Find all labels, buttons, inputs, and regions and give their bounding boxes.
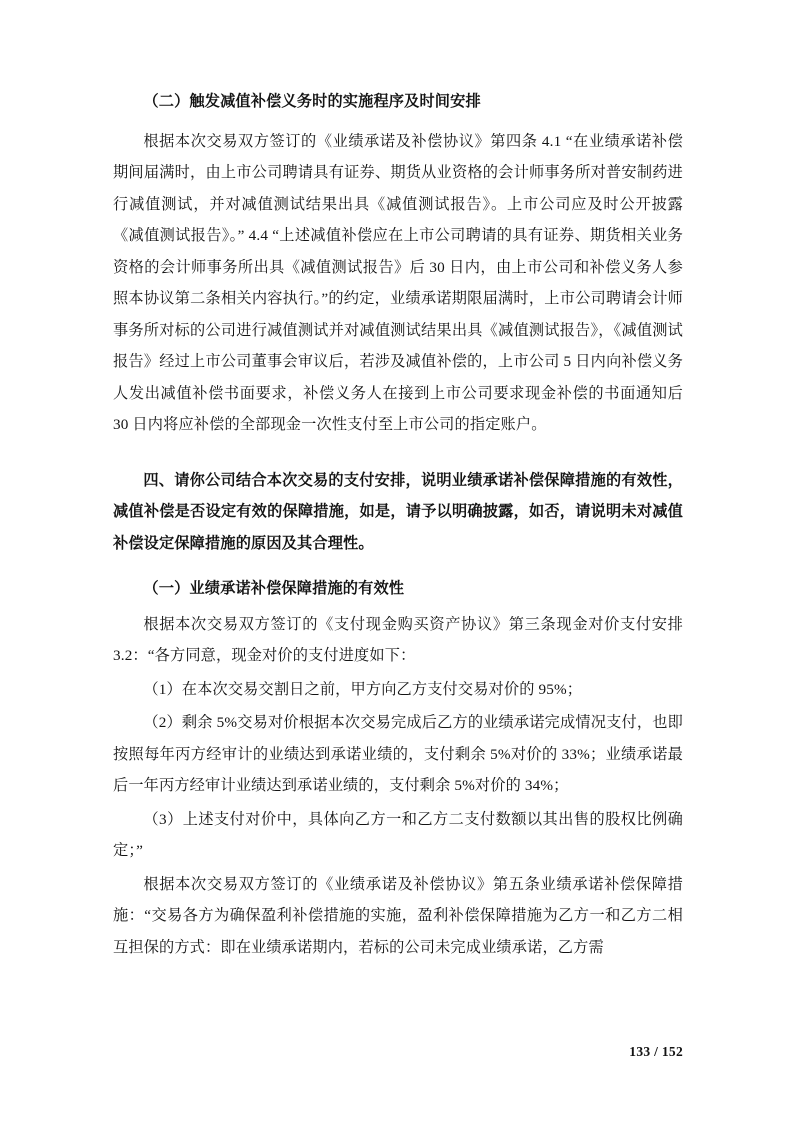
section-heading-2: （二）触发减值补偿义务时的实施程序及时间安排 bbox=[143, 93, 481, 110]
sub-heading-1: （一）业绩承诺补偿保障措施的有效性 bbox=[143, 580, 405, 597]
paragraph-payment-arrangement: 根据本次交易双方签订的《支付现金购买资产协议》第三条现金对价支付安排 3.2：“各方同意，现金对价的支付进度如下： bbox=[113, 615, 683, 664]
paragraph-basis-agreement: 根据本次交易双方签订的《业绩承诺及补偿协议》第四条 4.1 “在业绩承诺补偿期间届满时，由上市公司聘请具有证券、期货从业资格的会计师事务所对普安制药进行减值测试，并对减值测试结果出具《减值测试报告》。上市公司应及时公开披露《减值测试报告》。” 4.4 “上述减值补偿应在上市公司聘请的具有证券、期货相关业务资格的会计师事务所出具《减值测试报告》后 30 日内，由上市公司和补偿义务人参照本协议第二条相关内容执行。”的约定，业绩承诺期限届满时，上市公司聘请会计师事务所对标的公司进行减值测试并对减值测试结果出具《减值测试报告》，《减值测试报告》经过上市公司董事会审议后，若涉及减值补偿的，上市公司 5 日内向补偿义务人发出减值补偿书面要求，补偿义务人在接到上市公司要求现金补偿的书面通知后 30 日内将应补偿的全部现金一次性支付至上市公司的指定账户。 bbox=[113, 132, 683, 433]
page-content bbox=[113, 86, 683, 963]
question-heading-4: 四、请你公司结合本次交易的支付安排，说明业绩承诺补偿保障措施的有效性，减值补偿是否设定有效的保障措施，如是，请予以明确披露，如否，请说明未对减值补偿设定保障措施的原因及其合理性。 bbox=[113, 471, 683, 552]
paragraph-item-3: （3）上述支付对价中，具体向乙方一和乙方二支付数额以其出售的股权比例确定；” bbox=[113, 810, 683, 859]
paragraph-item-1: （1）在本次交易交割日之前，甲方向乙方支付交易对价的 95%； bbox=[143, 680, 583, 698]
paragraph-item-2: （2）剩余 5%交易对价根据本次交易完成后乙方的业绩承诺完成情况支付，也即按照每年丙方经审计的业绩达到承诺业绩的，支付剩余 5%对价的 33%；业绩承诺最后一年丙方经审计业绩达到承诺业绩的，支付剩余 5%对价的 34%； bbox=[113, 714, 683, 794]
paragraph-guarantee-measures: 根据本次交易双方签订的《业绩承诺及补偿协议》第五条业绩承诺补偿保障措施：“交易各方为确保盈利补偿措施的实施，盈利补偿保障措施为乙方一和乙方二相互担保的方式：即在业绩承诺期内，若标的公司未完成业绩承诺，乙方需 bbox=[113, 875, 683, 956]
page-footer: 133 / 152 bbox=[629, 1044, 683, 1059]
